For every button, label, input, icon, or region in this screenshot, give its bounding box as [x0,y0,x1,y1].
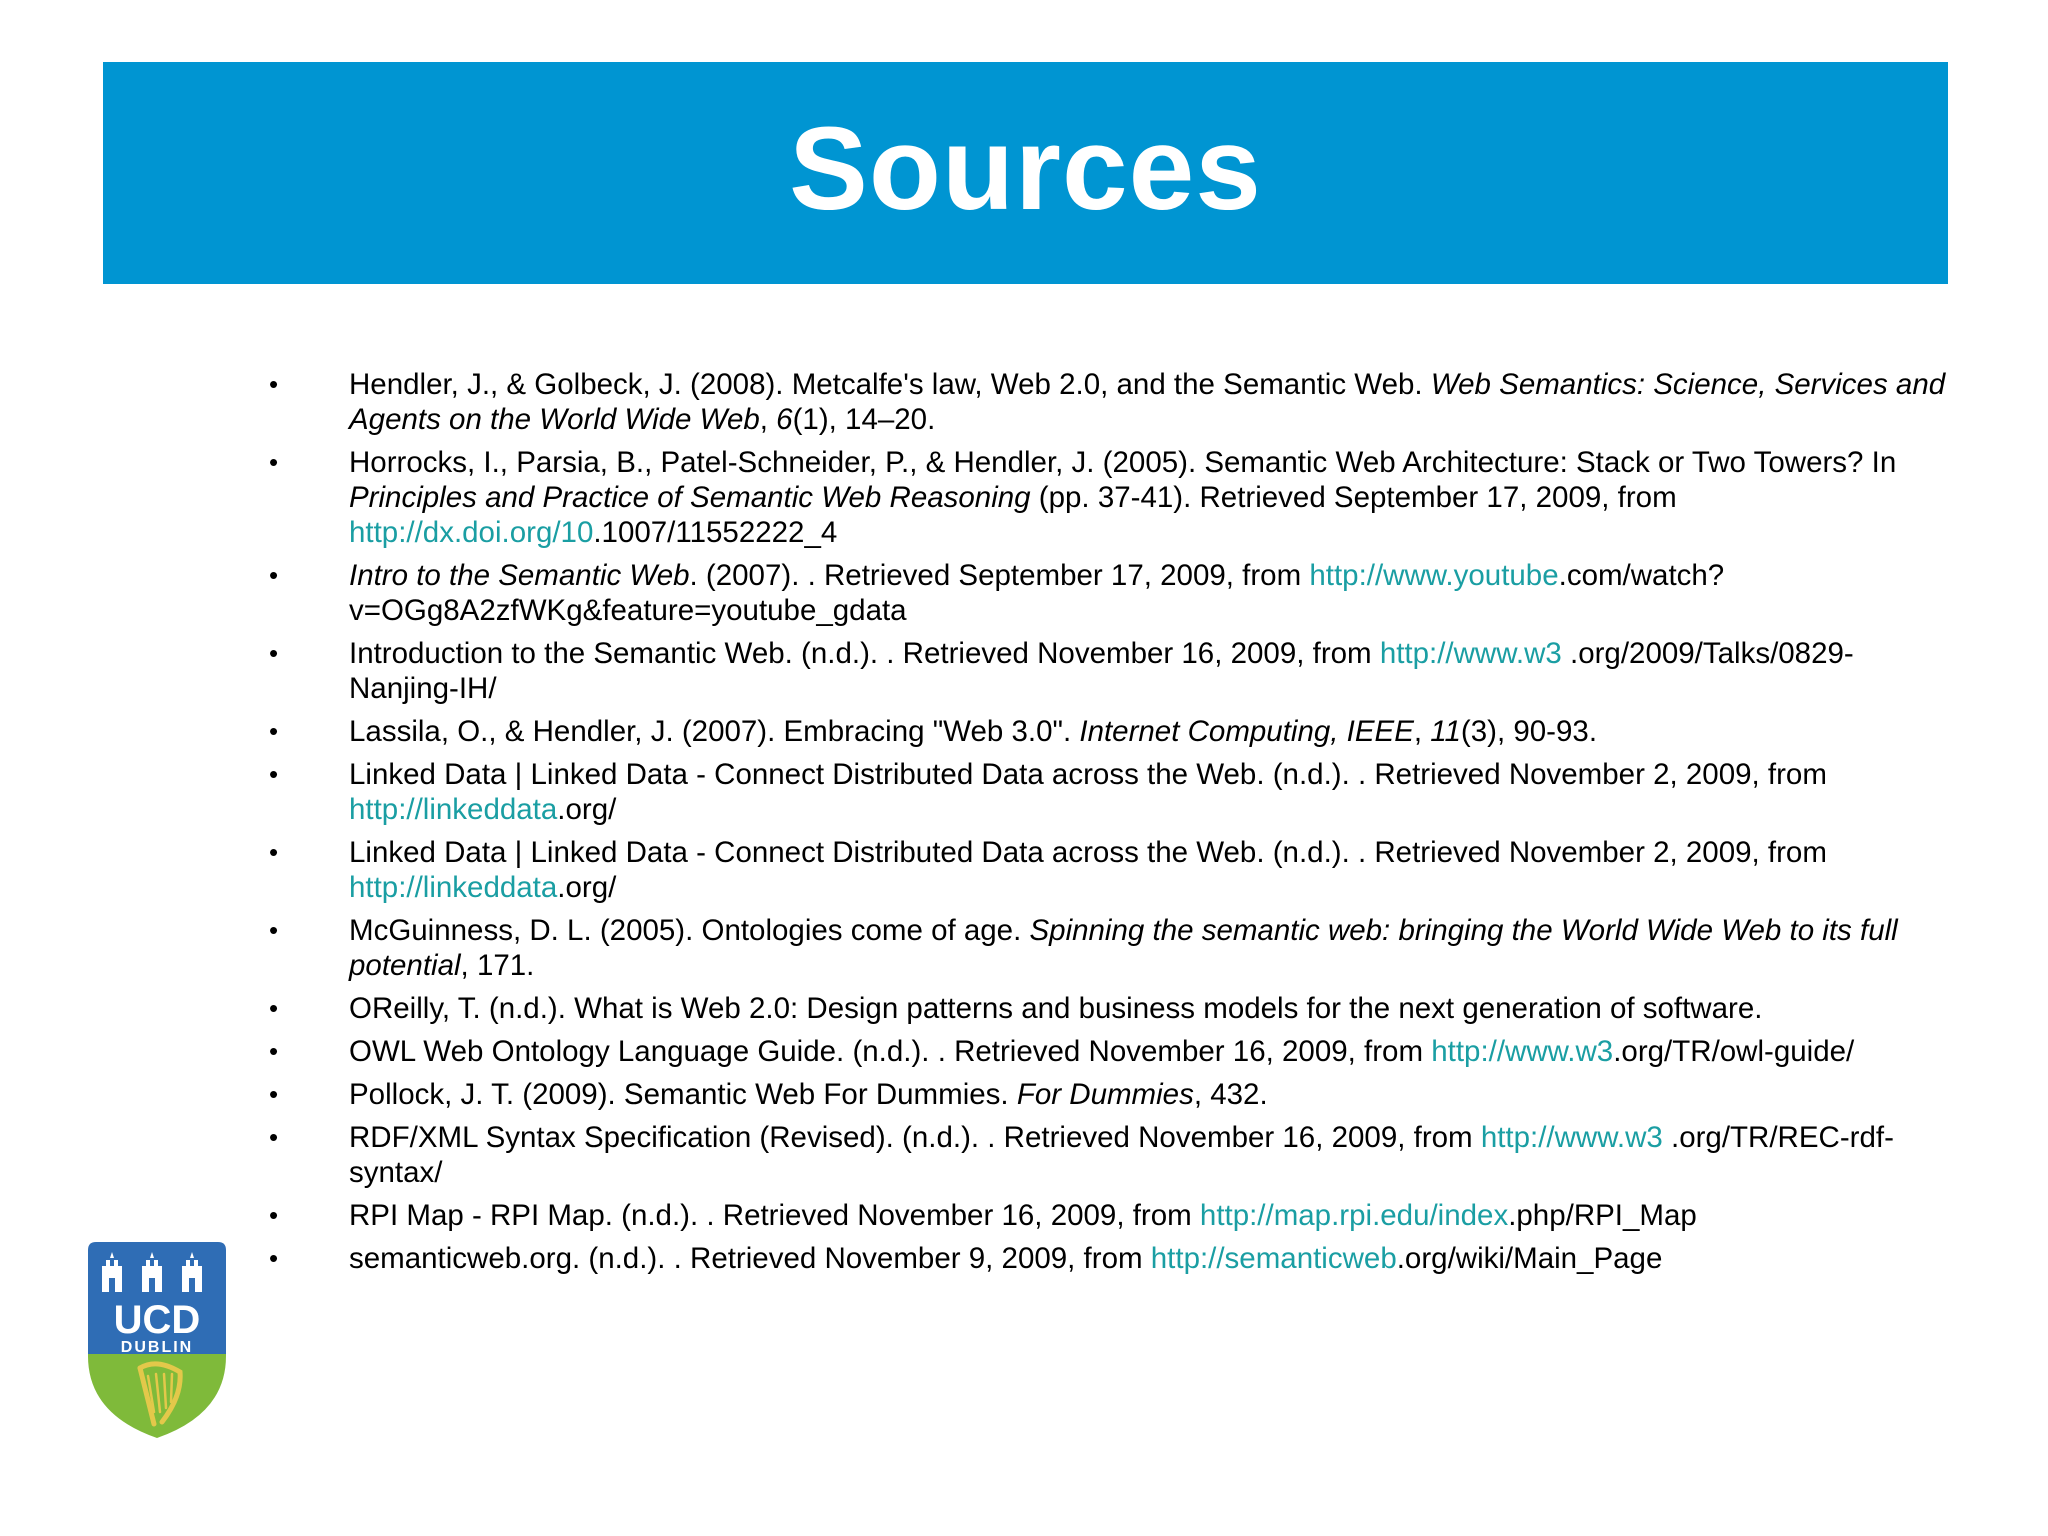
reference-link[interactable]: http://semanticweb [1150,1242,1397,1275]
reference-segment: .org/ [557,793,617,826]
bullet-icon: • [269,369,279,399]
bullet-icon: • [269,560,279,590]
bullet-icon: • [269,716,279,746]
reference-item [262,1198,1947,1233]
reference-segment: RDF/XML Syntax Specification (Revised). (n.d.). . Retrieved November 16, 2009, from [349,1121,1481,1154]
reference-text [349,1034,1947,1069]
reference-segment: , 432. [1193,1078,1268,1111]
reference-segment: .org/TR/REC-rdf-syntax/ [349,1121,1894,1189]
reference-segment: .org/wiki/Main_Page [1396,1242,1663,1275]
bullet-icon: • [269,993,279,1023]
reference-text [349,558,1947,628]
reference-item [262,367,1947,437]
reference-text [349,1120,1947,1190]
reference-item [262,558,1947,628]
reference-item [262,1120,1947,1190]
reference-segment: Horrocks, I., Parsia, B., Patel-Schneider, P., & Hendler, J. (2005). Semantic Web Architecture: Stack or Two Towers? In [349,446,1897,479]
reference-link[interactable]: http://www.w3 [1379,637,1562,670]
reference-item [262,714,1947,749]
reference-text [349,757,1947,827]
reference-segment: , [1413,715,1431,748]
reference-item [262,757,1947,827]
reference-segment: Pollock, J. T. (2009). Semantic Web For Dummies. [349,1078,1017,1111]
reference-segment: .php/RPI_Map [1508,1199,1697,1232]
reference-link[interactable]: http://linkeddata [349,793,558,826]
reference-segment: .org/TR/owl-guide/ [1613,1035,1855,1068]
reference-segment: .1007/11552222_4 [593,516,838,549]
reference-item [262,1077,1947,1112]
bullet-icon: • [269,837,279,867]
reference-link[interactable]: http://www.youtube [1309,559,1559,592]
reference-segment: OWL Web Ontology Language Guide. (n.d.). . Retrieved November 16, 2009, from [349,1035,1432,1068]
reference-item [262,913,1947,983]
reference-item [262,991,1947,1026]
reference-text [349,991,1947,1026]
reference-text [349,445,1947,550]
reference-italic-text: 6 [776,403,793,436]
logo-ucd-text: UCD [113,1298,201,1342]
reference-segment: .com/watch?v=OGg8A2zfWKg&feature=youtube_gdata [349,559,1725,627]
slide-title: Sources [789,103,1262,235]
bullet-icon: • [269,1079,279,1109]
reference-segment: , 171. [460,949,535,982]
reference-segment: Linked Data | Linked Data - Connect Distributed Data across the Web. (n.d.). . Retrieved November 2, 2009, from [349,836,1827,869]
reference-item [262,835,1947,905]
references-list [262,367,1947,1284]
reference-italic-text: Internet Computing, IEEE [1079,715,1414,748]
reference-item [262,636,1947,706]
reference-text [349,714,1947,749]
reference-item [262,445,1947,550]
reference-segment: (1), 14–20. [792,403,936,436]
reference-link[interactable]: http://dx.doi.org/10 [349,516,594,549]
reference-link[interactable]: http://www.w3 [1431,1035,1614,1068]
bullet-icon: • [269,1122,279,1152]
reference-italic-text: Principles and Practice of Semantic Web Reasoning [349,481,1031,514]
logo-dublin-text: DUBLIN [120,1339,194,1356]
reference-segment: Linked Data | Linked Data - Connect Distributed Data across the Web. (n.d.). . Retrieved November 2, 2009, from [349,758,1827,791]
reference-segment: . (2007). . Retrieved September 17, 2009, from [689,559,1310,592]
reference-text [349,1241,1947,1276]
reference-segment: Lassila, O., & Hendler, J. (2007). Embracing "Web 3.0". [349,715,1080,748]
shield-green-field [82,1354,232,1442]
reference-segment: OReilly, T. (n.d.). What is Web 2.0: Design patterns and business models for the next generation of software. [349,992,1763,1025]
reference-text [349,636,1947,706]
reference-text [349,367,1947,437]
ucd-dublin-logo [82,1236,232,1442]
title-banner [103,62,1948,284]
reference-segment: (pp. 37-41). Retrieved September 17, 2009, from [1030,481,1677,514]
bullet-icon: • [269,1243,279,1273]
bullet-icon: • [269,447,279,477]
bullet-icon: • [269,1200,279,1230]
reference-italic-text: For Dummies [1016,1078,1194,1111]
reference-segment: (3), 90-93. [1460,715,1598,748]
reference-segment: Hendler, J., & Golbeck, J. (2008). Metcalfe's law, Web 2.0, and the Semantic Web. [349,368,1431,401]
reference-segment: , [759,403,777,436]
reference-link[interactable]: http://www.w3 [1480,1121,1663,1154]
reference-italic-text: 11 [1430,715,1461,748]
reference-italic-text: Web Semantics: Science, Services and Agents on the World Wide Web [349,368,1946,436]
reference-segment: .org/2009/Talks/0829-Nanjing-IH/ [349,637,1854,705]
bullet-icon: • [269,759,279,789]
reference-item [262,1034,1947,1069]
reference-segment: Introduction to the Semantic Web. (n.d.). . Retrieved November 16, 2009, from [349,637,1380,670]
bullet-icon: • [269,638,279,668]
reference-segment: RPI Map - RPI Map. (n.d.). . Retrieved November 16, 2009, from [349,1199,1200,1232]
reference-segment: McGuinness, D. L. (2005). Ontologies come of age. [349,914,1030,947]
reference-italic-text: Intro to the Semantic Web [349,559,690,592]
reference-segment: semanticweb.org. (n.d.). . Retrieved November 9, 2009, from [349,1242,1151,1275]
reference-text [349,835,1947,905]
bullet-icon: • [269,915,279,945]
reference-item [262,1241,1947,1276]
reference-link[interactable]: http://map.rpi.edu/index [1199,1199,1509,1232]
reference-segment: .org/ [557,871,617,904]
reference-link[interactable]: http://linkeddata [349,871,558,904]
reference-text [349,1198,1947,1233]
bullet-icon: • [269,1036,279,1066]
reference-italic-text: Spinning the semantic web: bringing the World Wide Web to its full potential [349,914,1898,982]
reference-text [349,1077,1947,1112]
reference-text [349,913,1947,983]
